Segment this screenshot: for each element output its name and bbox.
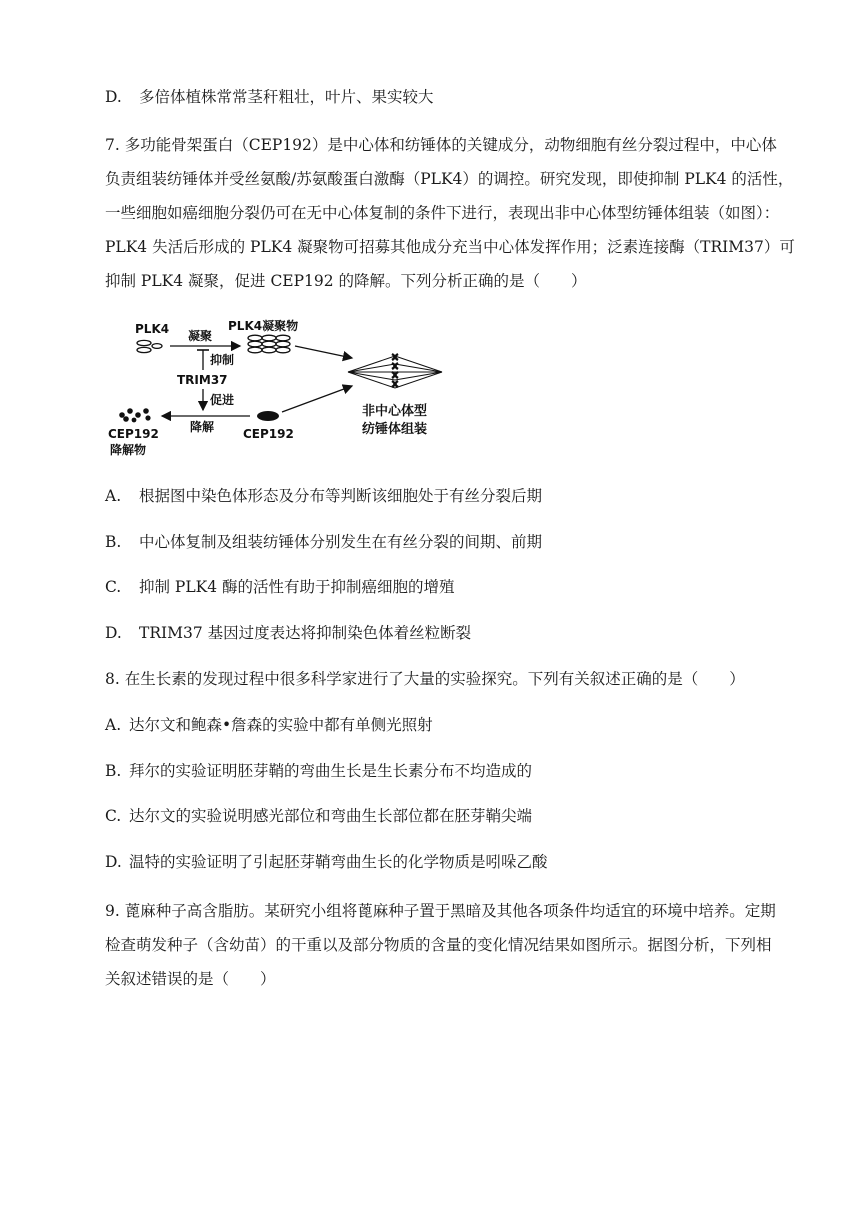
option-letter: C. — [105, 578, 122, 596]
plk4-monomer-icon — [137, 340, 162, 352]
cep192-products-label-1: CEP192 — [108, 427, 159, 441]
aggregate-to-spindle-arrow — [295, 346, 352, 358]
option-letter: D. — [105, 853, 122, 871]
option-text: 达尔文的实验说明感光部位和弯曲生长部位都在胚芽鞘尖端 — [129, 807, 533, 825]
spindle-label-2: 纺锤体组装 — [362, 422, 428, 437]
spindle-assembly-diagram — [100, 312, 460, 462]
q7-stem-line-3: 一些细胞如癌细胞分裂仍可在无中心体复制的条件下进行，表现出非中心体型纺锤体组装（如图）： — [105, 204, 780, 222]
option-letter: C. — [105, 807, 122, 825]
q7-option-c — [105, 577, 455, 597]
option-text: TRIM37 基因过度表达将抑制染色体着丝粒断裂 — [139, 624, 472, 642]
option-letter: D. — [105, 624, 122, 642]
q7-option-b — [105, 532, 542, 552]
q8-option-d — [105, 852, 548, 872]
inhibit-label: 抑制 — [210, 353, 235, 367]
option-letter: D. — [105, 88, 122, 106]
trim37-label: TRIM37 — [177, 373, 228, 387]
cep192-products-label-2: 降解物 — [110, 443, 147, 457]
q7-stem-line-5: 抑制 PLK4 凝聚，促进 CEP192 的降解。下列分析正确的是（ ） — [105, 272, 587, 290]
degrade-label: 降解 — [190, 420, 215, 434]
chromosomes-icon — [392, 354, 398, 387]
option-text: 拜尔的实验证明胚芽鞘的弯曲生长是生长素分布不均造成的 — [129, 762, 533, 780]
cep192-label: CEP192 — [243, 427, 294, 441]
promote-label: 促进 — [210, 393, 235, 407]
plk4-aggregate-label: PLK4凝聚物 — [228, 319, 299, 333]
option-letter: A. — [105, 487, 122, 505]
option-text: 中心体复制及组装纺锤体分别发生在有丝分裂的间期、前期 — [139, 533, 543, 551]
option-text: 多倍体植株常常茎秆粗壮，叶片、果实较大 — [139, 88, 434, 106]
cep192-fragments-icon — [119, 408, 150, 422]
option-text: 达尔文和鲍森•詹森的实验中都有单侧光照射 — [129, 716, 433, 734]
option-text: 温特的实验证明了引起胚芽鞘弯曲生长的化学物质是吲哚乙酸 — [129, 853, 548, 871]
q7-stem-line-1: 7. 多功能骨架蛋白（CEP192）是中心体和纺锤体的关键成分，动物细胞有丝分裂过程中，中心体 — [105, 136, 777, 154]
q7-stem-line-4: PLK4 失活后形成的 PLK4 凝聚物可招募其他成分充当中心体发挥作用；泛素连接酶（TRIM37）可 — [105, 238, 795, 256]
aggregate-label: 凝聚 — [188, 329, 213, 343]
option-letter: B. — [105, 533, 122, 551]
option-text: 根据图中染色体形态及分布等判断该细胞处于有丝分裂后期 — [139, 487, 543, 505]
q7-option-d — [105, 623, 471, 643]
q8-option-b — [105, 761, 532, 781]
q8-stem: 8. 在生长素的发现过程中很多科学家进行了大量的实验探究。下列有关叙述正确的是（ ） — [105, 670, 745, 688]
spindle-label-1: 非中心体型 — [362, 404, 428, 419]
q9-stem-line-2: 检查萌发种子（含幼苗）的干重以及部分物质的含量的变化情况结果如图所示。据图分析，下列相 — [105, 936, 772, 954]
plk4-label: PLK4 — [135, 322, 170, 336]
q8-option-c — [105, 806, 532, 826]
q9-stem-line-1: 9. 蓖麻种子高含脂肪。某研究小组将蓖麻种子置于黑暗及其他各项条件均适宜的环境中培养。定期 — [105, 902, 776, 920]
plk4-aggregate-icon — [248, 335, 290, 353]
cep192-to-spindle-arrow — [282, 386, 352, 412]
cep192-icon — [257, 411, 279, 421]
option-letter: B. — [105, 762, 122, 780]
q8-option-a — [105, 715, 433, 735]
option-text: 抑制 PLK4 酶的活性有助于抑制癌细胞的增殖 — [139, 578, 455, 596]
option-letter: A. — [105, 716, 122, 734]
q7-option-a — [105, 486, 542, 506]
q6-option-d — [105, 87, 434, 107]
q7-stem-line-2: 负责组装纺锤体并受丝氨酸/苏氨酸蛋白激酶（PLK4）的调控。研究发现，即使抑制 PLK4 的活性， — [105, 170, 794, 188]
q9-stem-line-3: 关叙述错误的是（ ） — [105, 970, 276, 988]
